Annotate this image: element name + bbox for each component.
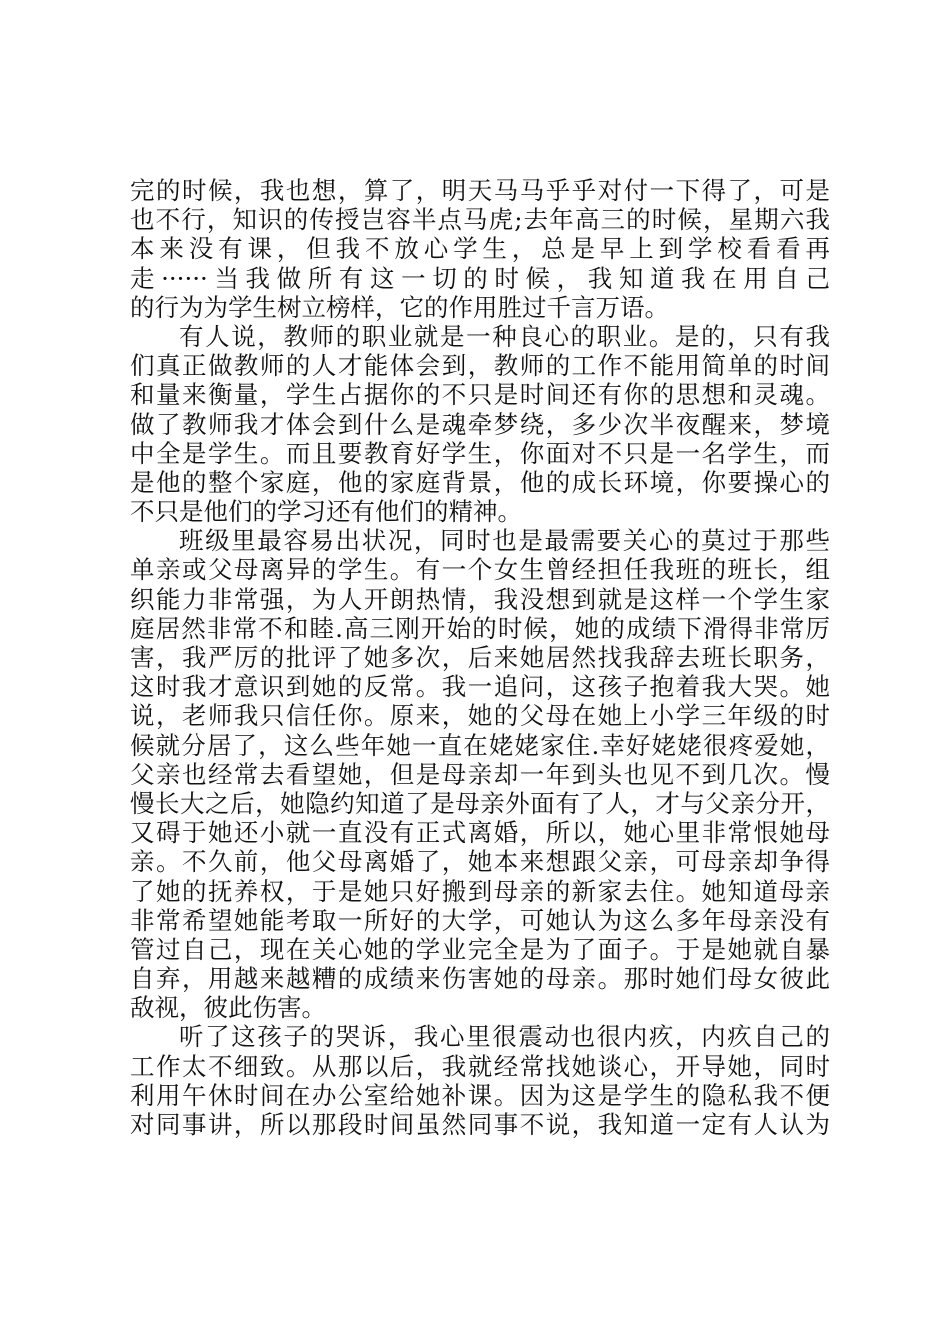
text-line: 害，我严厉的批评了她多次，后来她居然找我辞去班长职务， [130, 643, 830, 672]
text-line: 和量来衡量，学生占据你的不只是时间还有你的思想和灵魂。 [130, 380, 830, 410]
text-line: 中全是学生。而且要教育好学生，你面对不只是一名学生，而 [130, 438, 830, 468]
text-line: 工作太不细致。从那以后，我就经常找她谈心，开导她，同时 [130, 1051, 830, 1081]
text-line: 班级里最容易出状况，同时也是最需要关心的莫过于那些 [179, 526, 830, 556]
text-line: 织能力非常强，为人开朗热情，我没想到就是这样一个学生家 [130, 584, 830, 614]
text-line: 对同事讲，所以那段时间虽然同事不说，我知道一定有人认为 [130, 1110, 830, 1139]
text-line: 又碍于她还小就一直没有正式离婚，所以，她心里非常恨她母 [130, 818, 830, 848]
text-line: 候就分居了，这么些年她一直在姥姥家住.幸好姥姥很疼爱她， [130, 730, 830, 760]
text-line: 不只是他们的学习还有他们的精神。 [130, 497, 522, 527]
text-line: 这时我才意识到她的反常。我一追问，这孩子抱着我大哭。她 [130, 672, 830, 702]
text-line: 慢长大之后，她隐约知道了是母亲外面有了人，才与父亲分开， [130, 788, 830, 818]
text-line: 了她的抚养权，于是她只好搬到母亲的新家去住。她知道母亲 [130, 876, 830, 906]
text-line: 是他的整个家庭，他的家庭背景，他的成长环境，你要操心的 [130, 467, 830, 497]
text-line: 完的时候，我也想，算了，明天马马乎乎对付一下得了，可是 [130, 176, 830, 205]
text-line: 父亲也经常去看望她，但是母亲却一年到头也见不到几次。慢 [130, 759, 830, 789]
text-line: 们真正做教师的人才能体会到，教师的工作不能用简单的时间 [130, 351, 830, 381]
text-line: 的行为为学生树立榜样，它的作用胜过千言万语。 [130, 292, 669, 322]
text-line: 非常希望她能考取一所好的大学，可她认为这么多年母亲没有 [130, 905, 830, 935]
text-line: 也不行，知识的传授岂容半点马虎;去年高三的时候，星期六我 [130, 205, 830, 235]
text-line: 庭居然非常不和睦.高三刚开始的时候，她的成绩下滑得非常厉 [130, 613, 830, 643]
text-line: 听了这孩子的哭诉，我心里很震动也很内疚，内疚自己的 [179, 1022, 830, 1052]
text-line: 自弃，用越来越糟的成绩来伤害她的母亲。那时她们母女彼此 [130, 964, 830, 994]
text-line: 有人说，教师的职业就是一种良心的职业。是的，只有我 [179, 321, 830, 351]
text-line: 亲。不久前，他父母离婚了，她本来想跟父亲，可母亲却争得 [130, 847, 830, 877]
text-line: 敌视，彼此伤害。 [130, 993, 326, 1023]
text-line: 利用午休时间在办公室给她补课。因为这是学生的隐私我不便 [130, 1080, 830, 1110]
text-line: 走······当我做所有这一切的时候，我知道我在用自己 [130, 263, 830, 293]
text-line: 说，老师我只信任你。原来，她的父母在她上小学三年级的时 [130, 701, 830, 731]
text-line: 本来没有课，但我不放心学生，总是早上到学校看看再 [130, 234, 830, 264]
text-line: 做了教师我才体会到什么是魂牵梦绕，多少次半夜醒来，梦境 [130, 409, 830, 439]
body-text [130, 176, 830, 1139]
text-line: 单亲或父母离异的学生。有一个女生曾经担任我班的班长，组 [130, 555, 830, 585]
text-line: 管过自己，现在关心她的学业完全是为了面子。于是她就自暴 [130, 934, 830, 964]
